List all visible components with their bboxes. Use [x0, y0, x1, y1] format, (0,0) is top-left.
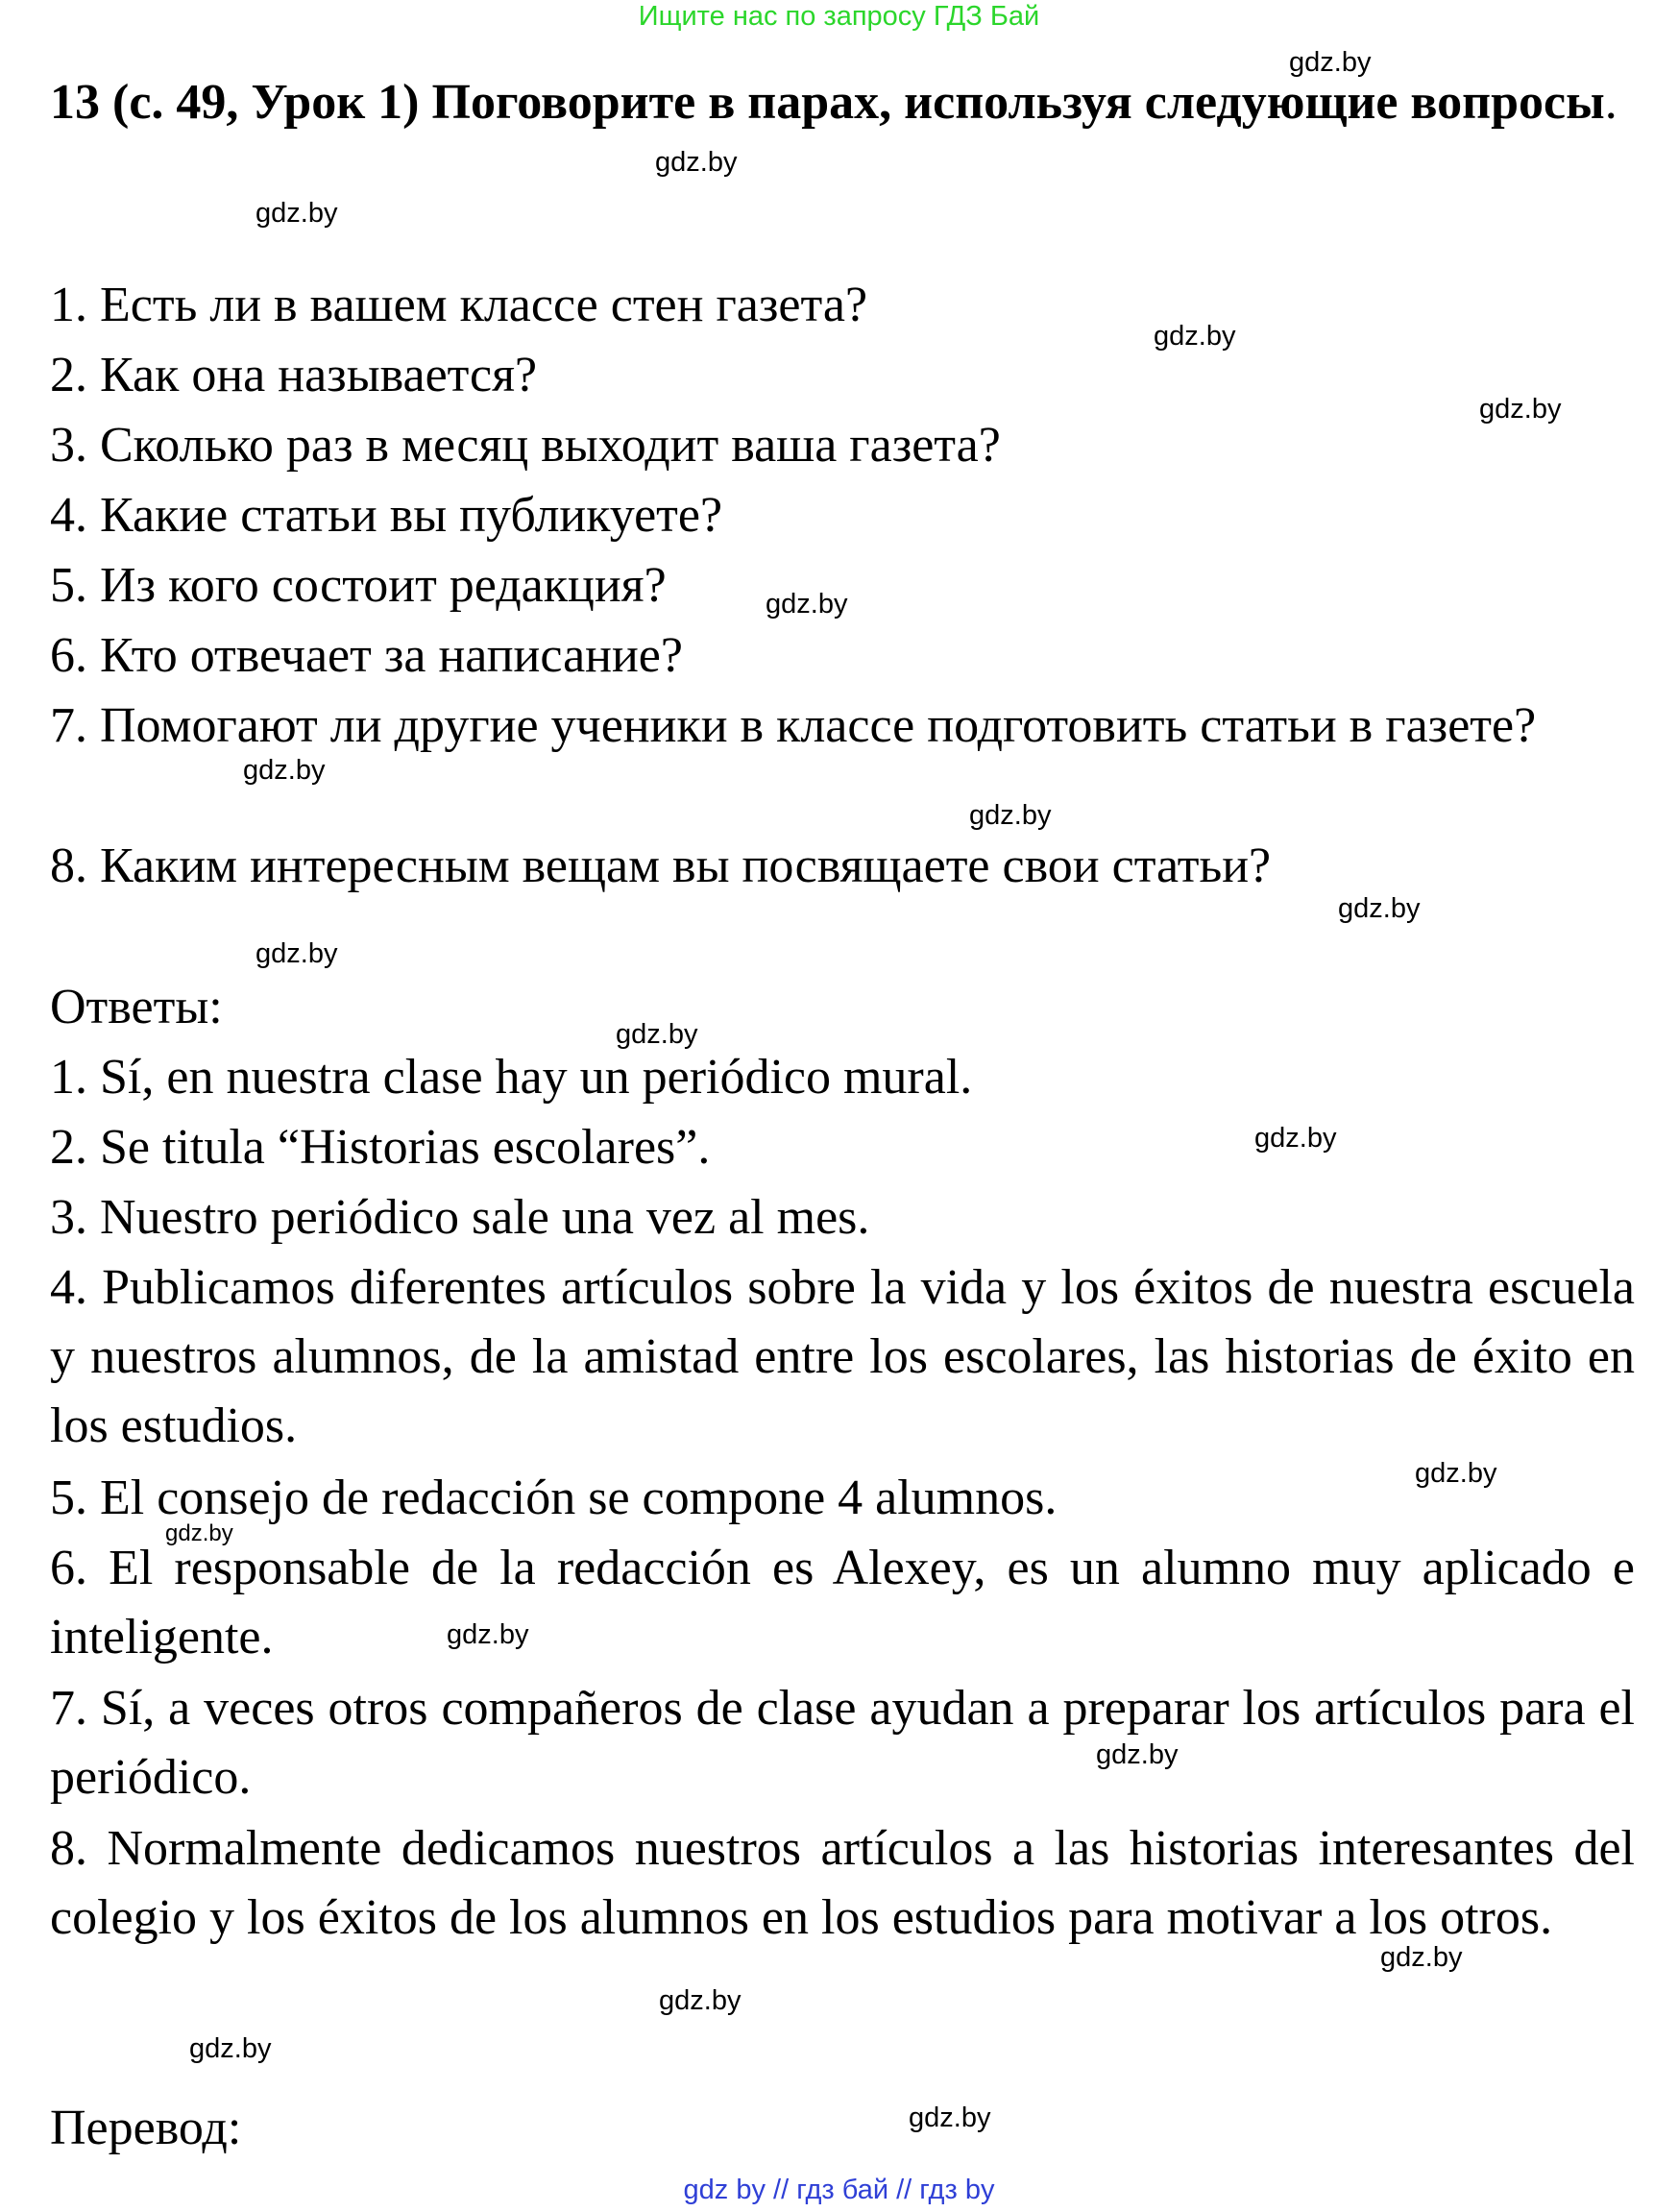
watermark: gdz.by	[189, 2033, 272, 2064]
watermark: gdz.by	[1479, 394, 1562, 425]
answer-2: 2. Se titula “Historias escolares”.	[50, 1120, 711, 1175]
answer-1: 1. Sí, en nuestra clase hay un periódico mural.	[50, 1050, 973, 1105]
watermark: gdz.by	[255, 938, 338, 969]
answers-label: Ответы:	[50, 980, 223, 1034]
watermark: gdz.by	[616, 1019, 698, 1050]
watermark: gdz.by	[1289, 47, 1372, 78]
watermark: gdz.by	[243, 755, 326, 786]
question-8: 8. Каким интересным вещам вы посвящаете свои статьи?	[50, 839, 1272, 893]
answer-4: 4. Publicamos diferentes artículos sobre la vida y los éxitos de nuestra escuela y nuestros alumnos, de la amistad entre los escolares, las historias de éxito en los estudios.	[50, 1260, 1635, 1453]
question-2: 2. Как она называется?	[50, 348, 538, 402]
answer-5: 5. El consejo de redacción se compone 4 alumnos.	[50, 1471, 1058, 1525]
watermark: gdz.by	[1338, 893, 1421, 924]
question-6: 6. Кто отвечает за написание?	[50, 628, 683, 683]
answer-7: 7. Sí, a veces otros compañeros de clase ayudan a preparar los artículos para el periódico.	[50, 1681, 1635, 1805]
watermark: gdz.by	[1380, 1942, 1463, 1973]
watermark: gdz.by	[766, 589, 848, 620]
question-1: 1. Есть ли в вашем классе стен газета?	[50, 278, 868, 332]
top-banner: Ищите нас по запросу ГДЗ Бай	[638, 1, 1040, 32]
question-4: 4. Какие статьи вы публикуете?	[50, 488, 723, 543]
watermark: gdz.by	[1154, 321, 1236, 352]
heading-period: .	[1604, 75, 1617, 130]
watermark: gdz.by	[255, 198, 338, 229]
heading-text: 13 (с. 49, Урок 1) Поговорите в парах, используя следующие вопросы	[50, 75, 1605, 130]
answer-8: 8. Normalmente dedicamos nuestros artículos a las historias interesantes del colegio y los éxitos de los alumnos en los estudios para motivar a los otros.	[50, 1821, 1635, 1945]
answer-3: 3. Nuestro periódico sale una vez al mes.	[50, 1190, 870, 1245]
watermark: gdz.by	[659, 1985, 742, 2016]
watermark: gdz.by	[1415, 1458, 1497, 1489]
question-5: 5. Из кого состоит редакция?	[50, 558, 667, 613]
watermark: gdz.by	[909, 2103, 991, 2133]
question-3: 3. Сколько раз в месяц выходит ваша газета?	[50, 418, 1001, 473]
watermark: gdz.by	[1096, 1739, 1179, 1770]
watermark: gdz.by	[655, 147, 738, 178]
watermark: gdz.by	[1254, 1123, 1337, 1154]
watermark: gdz.by	[165, 1520, 233, 1546]
watermark: gdz.by	[969, 800, 1052, 831]
translation-label: Перевод:	[50, 2101, 242, 2155]
answer-6: 6. El responsable de la redacción es Alexey, es un alumno muy aplicado e inteligente.	[50, 1541, 1635, 1665]
question-7: 7. Помогают ли другие ученики в классе подготовить статьи в газете?	[50, 698, 1537, 753]
watermark: gdz.by	[447, 1619, 529, 1650]
footer-links: gdz by // гдз бай // гдз by	[683, 2175, 995, 2205]
exercise-heading	[50, 67, 1635, 137]
